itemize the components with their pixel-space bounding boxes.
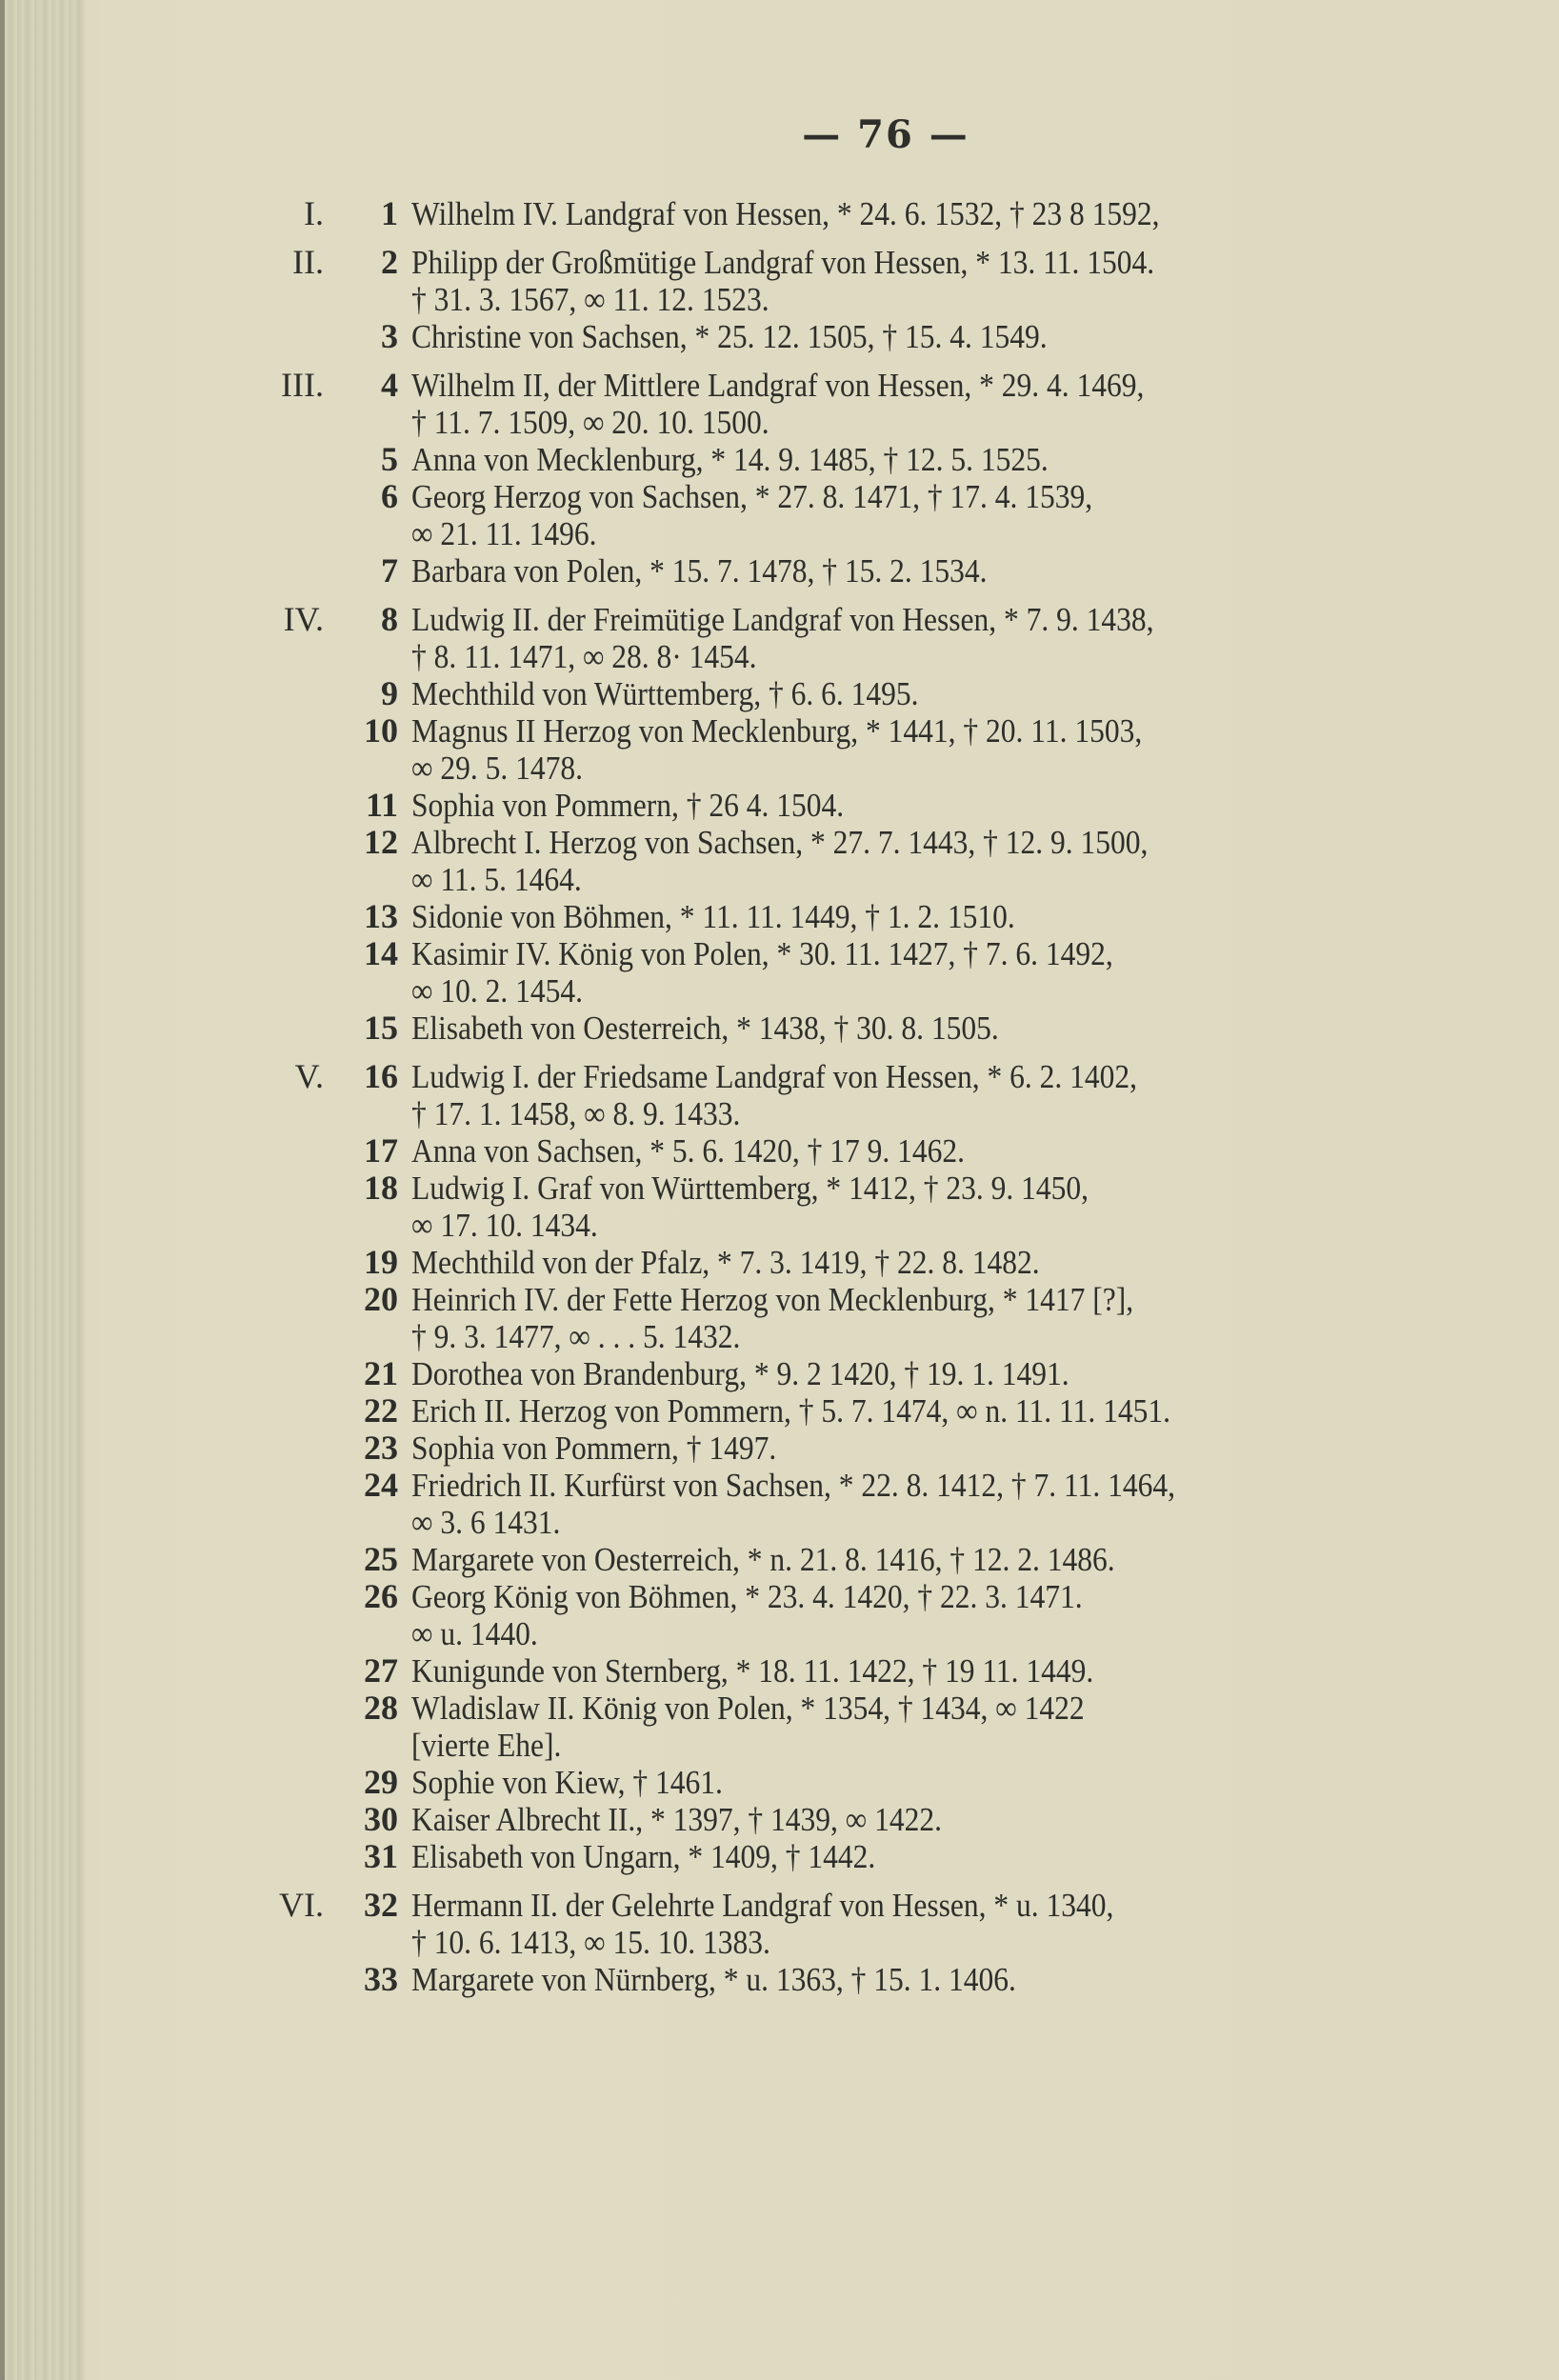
generation-numeral <box>229 824 324 861</box>
generation-numeral <box>229 318 324 355</box>
generation-numeral <box>229 1170 324 1207</box>
ancestor-entry <box>229 367 1486 441</box>
generation-numeral <box>229 1652 324 1690</box>
ancestor-text: Wladislaw II. König von Polen, * 1354, † 1434, ∞ 1422 <box>411 1690 1085 1727</box>
ancestor-number: 27 <box>364 1651 398 1690</box>
ancestor-number: 10 <box>364 711 398 750</box>
ancestor-text-continuation: † 9. 3. 1477, ∞ . . . 5. 1432. <box>411 1318 741 1355</box>
ancestor-text-continuation: † 11. 7. 1509, ∞ 20. 10. 1500. <box>411 404 770 441</box>
generation-numeral <box>229 1392 324 1430</box>
ancestor-text-continuation: ∞ 11. 5. 1464. <box>411 861 582 898</box>
ancestor-entry <box>229 935 1486 1010</box>
generation-numeral <box>229 441 324 478</box>
ancestor-number: 26 <box>364 1577 398 1615</box>
ancestor-text: Kunigunde von Sternberg, * 18. 11. 1422, † 19 11. 1449. <box>411 1652 1094 1690</box>
generation-numeral <box>229 1764 324 1801</box>
ancestor-number: 7 <box>381 551 398 590</box>
ancestor-number: 16 <box>364 1057 398 1095</box>
ancestor-text: Georg König von Böhmen, * 23. 4. 1420, † 22. 3. 1471. <box>411 1578 1083 1615</box>
generation-numeral <box>229 787 324 824</box>
generation-numeral <box>229 1132 324 1170</box>
generation-numeral <box>229 935 324 972</box>
ancestor-text: Elisabeth von Ungarn, * 1409, † 1442. <box>411 1838 876 1875</box>
ancestor-number: 23 <box>364 1429 398 1467</box>
ancestor-number: 8 <box>381 600 398 638</box>
generation-numeral <box>229 1961 324 1998</box>
ancestor-number: 5 <box>381 440 398 478</box>
ancestor-text: Mechthild von der Pfalz, * 7. 3. 1419, † 22. 8. 1482. <box>411 1244 1040 1281</box>
ancestor-entry <box>229 1690 1486 1764</box>
ancestor-text: Anna von Mecklenburg, * 14. 9. 1485, † 12. 5. 1525. <box>411 441 1049 478</box>
ancestor-text: Kaiser Albrecht II., * 1397, † 1439, ∞ 1422. <box>411 1801 942 1838</box>
generation-numeral: VI. <box>279 1886 324 1924</box>
ancestor-text-continuation: ∞ u. 1440. <box>411 1615 538 1652</box>
generation-numeral: III. <box>281 366 324 404</box>
ancestor-number: 14 <box>364 934 398 972</box>
ancestor-entry <box>229 824 1486 898</box>
ancestor-entry <box>229 601 1486 675</box>
generation-numeral <box>229 1355 324 1392</box>
ancestor-text: Sophia von Pommern, † 26 4. 1504. <box>411 787 845 824</box>
ancestor-entry <box>229 478 1486 552</box>
ancestor-entry <box>229 1244 1486 1281</box>
ancestor-number: 24 <box>364 1466 398 1504</box>
ancestor-entry <box>229 441 1486 478</box>
ancestor-entry <box>229 1652 1486 1690</box>
ancestor-number: 30 <box>364 1800 398 1838</box>
ancestor-text-continuation: ∞ 17. 10. 1434. <box>411 1207 598 1244</box>
ancestor-text-continuation: ∞ 10. 2. 1454. <box>411 972 583 1010</box>
ancestor-number: 13 <box>364 897 398 935</box>
ancestor-entry <box>229 1578 1486 1652</box>
ancestor-text: Wilhelm II, der Mittlere Landgraf von Hessen, * 29. 4. 1469, <box>411 367 1145 404</box>
ancestor-entry <box>229 195 1486 232</box>
ancestor-text: Ludwig I. Graf von Württemberg, * 1412, † 23. 9. 1450, <box>411 1170 1089 1207</box>
ancestor-entry <box>229 1170 1486 1244</box>
ancestor-text-continuation: † 31. 3. 1567, ∞ 11. 12. 1523. <box>411 281 770 318</box>
ancestor-number: 6 <box>381 477 398 515</box>
ancestor-text: Philipp der Großmütige Landgraf von Hessen, * 13. 11. 1504. <box>411 244 1155 281</box>
page-gutter-stack <box>0 0 86 2380</box>
generation-numeral <box>229 1010 324 1047</box>
ancestor-number: 15 <box>364 1009 398 1047</box>
ancestor-entry <box>229 1058 1486 1132</box>
ancestor-text-continuation: † 10. 6. 1413, ∞ 15. 10. 1383. <box>411 1924 770 1961</box>
generation-numeral <box>229 552 324 590</box>
page-number: — 76 — <box>802 112 969 157</box>
generation-numeral: IV. <box>283 600 324 638</box>
ancestor-text: Christine von Sachsen, * 25. 12. 1505, † 15. 4. 1549. <box>411 318 1048 355</box>
ancestor-number: 22 <box>364 1391 398 1430</box>
ancestor-text: Albrecht I. Herzog von Sachsen, * 27. 7. 1443, † 12. 9. 1500, <box>411 824 1149 861</box>
ancestor-number: 1 <box>381 194 398 232</box>
ancestor-text: Kasimir IV. König von Polen, * 30. 11. 1427, † 7. 6. 1492, <box>411 935 1113 972</box>
generation-numeral: I. <box>304 194 324 232</box>
ancestor-number: 18 <box>364 1169 398 1207</box>
ancestor-text: Magnus II Herzog von Mecklenburg, * 1441, † 20. 11. 1503, <box>411 712 1143 750</box>
ancestor-number: 33 <box>364 1960 398 1998</box>
ancestor-number: 32 <box>364 1886 398 1924</box>
ancestor-entry <box>229 1132 1486 1170</box>
ancestor-text: Ludwig I. der Friedsame Landgraf von Hessen, * 6. 2. 1402, <box>411 1058 1137 1095</box>
generation-numeral <box>229 1281 324 1318</box>
ancestor-entry <box>229 1801 1486 1838</box>
ancestor-entry <box>229 552 1486 590</box>
ancestor-text: Mechthild von Württemberg, † 6. 6. 1495. <box>411 675 919 712</box>
generation-numeral: II. <box>292 243 324 281</box>
ancestor-number: 2 <box>381 243 398 281</box>
ancestor-entry <box>229 898 1486 935</box>
ancestor-text: Dorothea von Brandenburg, * 9. 2 1420, † 19. 1. 1491. <box>411 1355 1069 1392</box>
ancestor-text-continuation: † 17. 1. 1458, ∞ 8. 9. 1433. <box>411 1095 741 1132</box>
ancestor-number: 29 <box>364 1763 398 1801</box>
generation-numeral <box>229 1690 324 1727</box>
ancestor-entry <box>229 1887 1486 1961</box>
ancestor-text-continuation: ∞ 21. 11. 1496. <box>411 515 597 552</box>
ancestor-entry <box>229 1838 1486 1875</box>
ancestor-number: 3 <box>381 317 398 355</box>
ancestor-number: 4 <box>381 366 398 404</box>
ancestor-text: Sidonie von Böhmen, * 11. 11. 1449, † 1. 2. 1510. <box>411 898 1015 935</box>
ancestor-text-continuation: † 8. 11. 1471, ∞ 28. 8· 1454. <box>411 638 757 675</box>
ancestor-entry <box>229 1467 1486 1541</box>
ancestor-text: Sophie von Kiew, † 1461. <box>411 1764 723 1801</box>
ancestor-number: 25 <box>364 1540 398 1578</box>
ancestor-number: 12 <box>364 823 398 861</box>
ancestor-text: Margarete von Oesterreich, * n. 21. 8. 1416, † 12. 2. 1486. <box>411 1541 1115 1578</box>
ancestor-number: 9 <box>381 674 398 712</box>
ancestor-entry <box>229 787 1486 824</box>
generation-numeral <box>229 1467 324 1504</box>
ancestor-number: 11 <box>365 786 398 824</box>
ancestor-entry <box>229 1541 1486 1578</box>
ancestor-entry <box>229 1430 1486 1467</box>
ancestor-text: Hermann II. der Gelehrte Landgraf von Hessen, * u. 1340, <box>411 1887 1114 1924</box>
ancestor-text: Elisabeth von Oesterreich, * 1438, † 30. 8. 1505. <box>411 1010 999 1047</box>
ancestor-entry <box>229 318 1486 355</box>
ancestor-number: 31 <box>364 1837 398 1875</box>
ancestor-entry <box>229 1961 1486 1998</box>
ancestor-text: Anna von Sachsen, * 5. 6. 1420, † 17 9. 1462. <box>411 1132 965 1170</box>
book-spine-edge <box>0 0 5 2380</box>
generation-numeral <box>229 712 324 750</box>
ancestor-entry <box>229 244 1486 318</box>
ancestor-text: Barbara von Polen, * 15. 7. 1478, † 15. 2. 1534. <box>411 552 988 590</box>
generation-numeral <box>229 675 324 712</box>
generation-numeral: V. <box>294 1057 324 1095</box>
generation-numeral <box>229 1578 324 1615</box>
ancestor-entry <box>229 1764 1486 1801</box>
ancestor-number: 20 <box>364 1280 398 1318</box>
ancestor-text: Sophia von Pommern, † 1497. <box>411 1430 777 1467</box>
ancestor-text: Heinrich IV. der Fette Herzog von Mecklenburg, * 1417 [?], <box>411 1281 1134 1318</box>
ancestor-text: Georg Herzog von Sachsen, * 27. 8. 1471, † 17. 4. 1539, <box>411 478 1093 515</box>
generation-numeral <box>229 898 324 935</box>
ancestor-entry <box>229 1392 1486 1430</box>
ancestor-entry <box>229 675 1486 712</box>
generation-numeral <box>229 1430 324 1467</box>
generation-numeral <box>229 1838 324 1875</box>
ancestor-entry <box>229 1010 1486 1047</box>
generation-numeral <box>229 1244 324 1281</box>
ancestor-text-continuation: [vierte Ehe]. <box>411 1727 562 1764</box>
ancestor-number: 28 <box>364 1689 398 1727</box>
ancestor-text: Margarete von Nürnberg, * u. 1363, † 15. 1. 1406. <box>411 1961 1016 1998</box>
ancestor-text: Ludwig II. der Freimütige Landgraf von Hessen, * 7. 9. 1438, <box>411 601 1154 638</box>
ancestor-text-continuation: ∞ 29. 5. 1478. <box>411 750 583 787</box>
generation-numeral <box>229 478 324 515</box>
genealogy-list <box>229 195 1486 1998</box>
ancestor-number: 19 <box>364 1243 398 1281</box>
ancestor-number: 17 <box>364 1131 398 1170</box>
ancestor-text: Friedrich II. Kurfürst von Sachsen, * 22. 8. 1412, † 7. 11. 1464, <box>411 1467 1175 1504</box>
generation-numeral <box>229 1541 324 1578</box>
ancestor-entry <box>229 1355 1486 1392</box>
ancestor-text: Wilhelm IV. Landgraf von Hessen, * 24. 6. 1532, † 23 8 1592, <box>411 195 1160 232</box>
generation-numeral <box>229 1801 324 1838</box>
ancestor-text-continuation: ∞ 3. 6 1431. <box>411 1504 561 1541</box>
ancestor-number: 21 <box>364 1354 398 1392</box>
ancestor-entry <box>229 1281 1486 1355</box>
ancestor-entry <box>229 712 1486 787</box>
ancestor-text: Erich II. Herzog von Pommern, † 5. 7. 1474, ∞ n. 11. 11. 1451. <box>411 1392 1171 1430</box>
